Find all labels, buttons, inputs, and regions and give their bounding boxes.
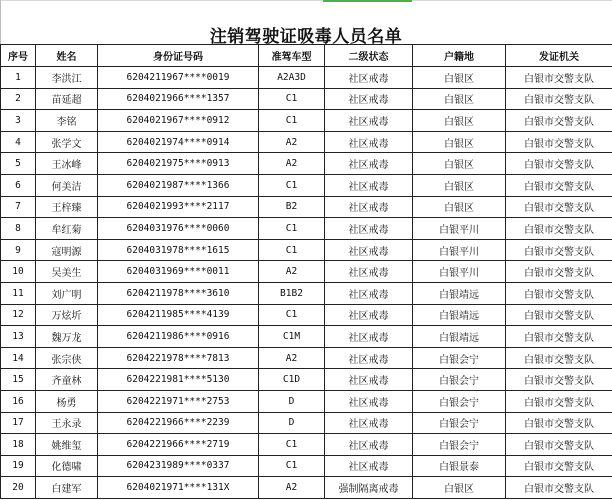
table-row	[1, 434, 612, 456]
cell-col-license-class: C1	[259, 218, 325, 240]
cell-col-license-class: C1	[259, 455, 325, 477]
cell-col-index: 20	[1, 477, 36, 499]
table-row	[1, 282, 612, 304]
header-col-residence: 户籍地	[413, 45, 506, 67]
page-title: 注销驾驶证吸毒人员名单	[209, 27, 403, 47]
cell-col-residence: 白银会宁	[413, 369, 506, 391]
cell-col-issuer: 白银市交警支队	[506, 67, 612, 89]
cell-col-index: 2	[1, 88, 36, 110]
cell-col-license-class: A2	[259, 261, 325, 283]
cell-col-status: 社区戒毒	[325, 218, 413, 240]
cell-col-index: 18	[1, 434, 36, 456]
cell-col-license-class: C1	[259, 174, 325, 196]
cell-col-residence: 白银会宁	[413, 412, 506, 434]
cell-col-status: 社区戒毒	[325, 455, 413, 477]
cell-col-name: 齐童林	[36, 369, 98, 391]
cell-col-name: 王冰峰	[36, 153, 98, 175]
cell-col-license-class: C1M	[259, 326, 325, 348]
cell-col-residence: 白银区	[413, 174, 506, 196]
cell-col-issuer: 白银市交警支队	[506, 369, 612, 391]
cell-col-index: 4	[1, 131, 36, 153]
cell-col-status: 社区戒毒	[325, 88, 413, 110]
cell-col-status: 社区戒毒	[325, 131, 413, 153]
cell-col-status: 社区戒毒	[325, 282, 413, 304]
cell-col-name: 李铭	[36, 110, 98, 132]
cell-col-issuer: 白银市交警支队	[506, 477, 612, 499]
table-row	[1, 304, 612, 326]
cell-col-name: 化德啸	[36, 455, 98, 477]
cell-col-residence: 白银平川	[413, 239, 506, 261]
cell-col-index: 14	[1, 347, 36, 369]
cell-col-id-number: 6204031969****0011	[98, 261, 259, 283]
cell-col-index: 15	[1, 369, 36, 391]
cell-col-id-number: 6204221966****2719	[98, 434, 259, 456]
cell-col-name: 王梓臻	[36, 196, 98, 218]
header-col-name: 姓名	[36, 45, 98, 67]
cell-col-id-number: 6204021993****2117	[98, 196, 259, 218]
cell-col-index: 17	[1, 412, 36, 434]
cell-col-issuer: 白银市交警支队	[506, 110, 612, 132]
cell-col-license-class: D	[259, 412, 325, 434]
cell-col-license-class: C1	[259, 304, 325, 326]
cell-col-residence: 白银区	[413, 477, 506, 499]
cell-col-id-number: 6204211985****4139	[98, 304, 259, 326]
cell-col-name: 张学文	[36, 131, 98, 153]
cell-col-license-class: D	[259, 390, 325, 412]
cell-col-name: 吴美生	[36, 261, 98, 283]
cell-col-issuer: 白银市交警支队	[506, 282, 612, 304]
cell-col-issuer: 白银市交警支队	[506, 239, 612, 261]
cell-col-residence: 白银靖远	[413, 326, 506, 348]
header-col-license-class: 准驾车型	[259, 45, 325, 67]
cell-col-id-number: 6204211978****3610	[98, 282, 259, 304]
table-row	[1, 131, 612, 153]
cell-col-issuer: 白银市交警支队	[506, 131, 612, 153]
cell-col-index: 5	[1, 153, 36, 175]
cell-col-status: 社区戒毒	[325, 434, 413, 456]
cell-col-name: 姚维玺	[36, 434, 98, 456]
cell-col-license-class: C1D	[259, 369, 325, 391]
cell-col-index: 19	[1, 455, 36, 477]
cell-col-license-class: B1B2	[259, 282, 325, 304]
table-row	[1, 261, 612, 283]
cell-col-residence: 白银平川	[413, 261, 506, 283]
cell-col-id-number: 6204021971****131X	[98, 477, 259, 499]
table-row	[1, 477, 612, 499]
cell-col-issuer: 白银市交警支队	[506, 412, 612, 434]
cell-col-id-number: 6204021987****1366	[98, 174, 259, 196]
cell-col-residence: 白银会宁	[413, 434, 506, 456]
cell-col-name: 李洪江	[36, 67, 98, 89]
cell-col-status: 社区戒毒	[325, 196, 413, 218]
cell-col-name: 刘广明	[36, 282, 98, 304]
header-col-id-number: 身份证号码	[98, 45, 259, 67]
cell-col-index: 11	[1, 282, 36, 304]
cell-col-index: 16	[1, 390, 36, 412]
cell-col-issuer: 白银市交警支队	[506, 434, 612, 456]
table-row	[1, 67, 612, 89]
cell-col-id-number: 6204031976****0060	[98, 218, 259, 240]
cell-col-license-class: A2	[259, 131, 325, 153]
table-row	[1, 347, 612, 369]
cell-col-id-number: 6204221966****2239	[98, 412, 259, 434]
cell-col-residence: 白银景泰	[413, 455, 506, 477]
table-header-row	[1, 45, 612, 67]
cell-col-issuer: 白银市交警支队	[506, 88, 612, 110]
table-row	[1, 369, 612, 391]
cell-col-id-number: 6204021967****0912	[98, 110, 259, 132]
table-row	[1, 326, 612, 348]
cell-col-name: 张宗侠	[36, 347, 98, 369]
cell-col-issuer: 白银市交警支队	[506, 174, 612, 196]
cell-col-id-number: 6204031978****1615	[98, 239, 259, 261]
cell-col-index: 6	[1, 174, 36, 196]
cell-col-license-class: A2	[259, 347, 325, 369]
cell-col-license-class: A2	[259, 153, 325, 175]
cell-col-residence: 白银靖远	[413, 304, 506, 326]
cell-col-license-class: A2	[259, 477, 325, 499]
cell-col-issuer: 白银市交警支队	[506, 390, 612, 412]
cell-col-id-number: 6204221981****5130	[98, 369, 259, 391]
table-row	[1, 174, 612, 196]
revoked-license-table	[0, 44, 612, 499]
table-row	[1, 196, 612, 218]
cell-col-status: 社区戒毒	[325, 390, 413, 412]
cell-col-residence: 白银区	[413, 131, 506, 153]
cell-col-index: 8	[1, 218, 36, 240]
header-col-index: 序号	[1, 45, 36, 67]
table-row	[1, 110, 612, 132]
cell-col-id-number: 6204221978****7813	[98, 347, 259, 369]
cell-col-license-class: B2	[259, 196, 325, 218]
cell-col-id-number: 6204231989****0337	[98, 455, 259, 477]
cell-col-id-number: 6204021974****0914	[98, 131, 259, 153]
table-row	[1, 88, 612, 110]
table-row	[1, 239, 612, 261]
cell-col-issuer: 白银市交警支队	[506, 196, 612, 218]
cell-col-name: 白建军	[36, 477, 98, 499]
cell-col-status: 社区戒毒	[325, 174, 413, 196]
cell-col-status: 社区戒毒	[325, 153, 413, 175]
cell-col-name: 寇明源	[36, 239, 98, 261]
top-border	[0, 0, 612, 1]
cell-col-residence: 白银靖远	[413, 282, 506, 304]
cell-col-id-number: 6204211967****0019	[98, 67, 259, 89]
cell-col-index: 13	[1, 326, 36, 348]
cell-col-issuer: 白银市交警支队	[506, 326, 612, 348]
cell-col-issuer: 白银市交警支队	[506, 261, 612, 283]
cell-col-name: 牟红菊	[36, 218, 98, 240]
selected-tab-indicator	[323, 0, 412, 2]
cell-col-residence: 白银区	[413, 196, 506, 218]
cell-col-status: 社区戒毒	[325, 369, 413, 391]
cell-col-name: 魏万龙	[36, 326, 98, 348]
header-col-issuer: 发证机关	[506, 45, 612, 67]
cell-col-status: 社区戒毒	[325, 347, 413, 369]
cell-col-residence: 白银平川	[413, 218, 506, 240]
cell-col-residence: 白银区	[413, 110, 506, 132]
cell-col-status: 社区戒毒	[325, 67, 413, 89]
cell-col-status: 社区戒毒	[325, 412, 413, 434]
cell-col-issuer: 白银市交警支队	[506, 347, 612, 369]
cell-col-name: 何美洁	[36, 174, 98, 196]
table-row	[1, 412, 612, 434]
cell-col-residence: 白银会宁	[413, 390, 506, 412]
cell-col-name: 王永录	[36, 412, 98, 434]
cell-col-id-number: 6204021975****0913	[98, 153, 259, 175]
cell-col-index: 7	[1, 196, 36, 218]
cell-col-status: 社区戒毒	[325, 304, 413, 326]
cell-col-index: 10	[1, 261, 36, 283]
cell-col-index: 12	[1, 304, 36, 326]
cell-col-name: 苗延超	[36, 88, 98, 110]
cell-col-issuer: 白银市交警支队	[506, 218, 612, 240]
table-row	[1, 218, 612, 240]
cell-col-residence: 白银区	[413, 67, 506, 89]
cell-col-issuer: 白银市交警支队	[506, 455, 612, 477]
cell-col-index: 9	[1, 239, 36, 261]
cell-col-status: 社区戒毒	[325, 110, 413, 132]
cell-col-license-class: C1	[259, 88, 325, 110]
cell-col-status: 强制隔离戒毒	[325, 477, 413, 499]
table-row	[1, 390, 612, 412]
cell-col-id-number: 6204221971****2753	[98, 390, 259, 412]
cell-col-residence: 白银区	[413, 153, 506, 175]
cell-col-residence: 白银区	[413, 88, 506, 110]
table-row	[1, 153, 612, 175]
cell-col-name: 杨勇	[36, 390, 98, 412]
cell-col-index: 3	[1, 110, 36, 132]
cell-col-id-number: 6204021966****1357	[98, 88, 259, 110]
cell-col-id-number: 6204211986****0916	[98, 326, 259, 348]
cell-col-name: 万炫圻	[36, 304, 98, 326]
cell-col-issuer: 白银市交警支队	[506, 304, 612, 326]
cell-col-license-class: C1	[259, 239, 325, 261]
cell-col-license-class: C1	[259, 434, 325, 456]
cell-col-status: 社区戒毒	[325, 239, 413, 261]
cell-col-issuer: 白银市交警支队	[506, 153, 612, 175]
cell-col-status: 社区戒毒	[325, 326, 413, 348]
cell-col-index: 1	[1, 67, 36, 89]
cell-col-license-class: C1	[259, 110, 325, 132]
cell-col-license-class: A2A3D	[259, 67, 325, 89]
cell-col-status: 社区戒毒	[325, 261, 413, 283]
cell-col-residence: 白银会宁	[413, 347, 506, 369]
table-row	[1, 455, 612, 477]
header-col-status: 二级状态	[325, 45, 413, 67]
